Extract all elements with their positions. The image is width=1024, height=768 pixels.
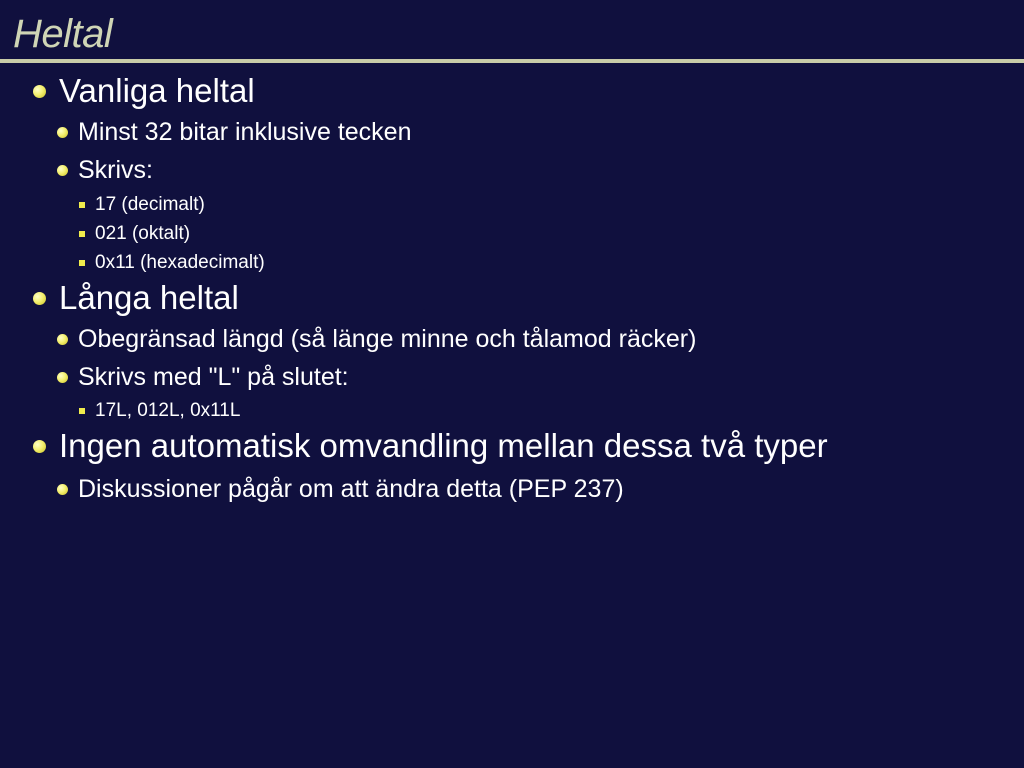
round-bullet-icon <box>57 127 68 138</box>
round-bullet-icon <box>33 85 46 98</box>
bullet-level1 <box>33 279 239 317</box>
round-bullet-icon <box>57 334 68 345</box>
bullet-text: 17 (decimalt) <box>95 194 205 215</box>
bullet-text: Minst 32 bitar inklusive tecken <box>78 118 412 146</box>
square-bullet-icon <box>79 260 85 266</box>
round-bullet-icon <box>33 292 46 305</box>
round-bullet-icon <box>57 484 68 495</box>
bullet-text: Långa heltal <box>59 279 239 316</box>
slide-title: Heltal <box>13 12 113 56</box>
bullet-text: Skrivs med "L" på slutet: <box>78 363 349 391</box>
bullet-text: Obegränsad längd (så länge minne och tålamod räcker) <box>78 325 697 353</box>
title-divider <box>0 59 1024 63</box>
bullet-level1 <box>33 427 828 465</box>
bullet-level3 <box>79 223 190 245</box>
bullet-text: Diskussioner pågår om att ändra detta (PEP 237) <box>78 475 624 503</box>
bullet-level2 <box>57 118 411 147</box>
bullet-level1 <box>33 72 255 110</box>
bullet-level2 <box>57 363 349 392</box>
bullet-level2 <box>57 156 153 185</box>
square-bullet-icon <box>79 231 85 237</box>
bullet-text: Vanliga heltal <box>59 72 255 109</box>
bullet-text: Ingen automatisk omvandling mellan dessa två typer <box>59 427 828 464</box>
bullet-text: 0x11 (hexadecimalt) <box>95 252 265 273</box>
square-bullet-icon <box>79 408 85 414</box>
bullet-text: 021 (oktalt) <box>95 223 191 244</box>
round-bullet-icon <box>33 440 46 453</box>
round-bullet-icon <box>57 165 68 176</box>
bullet-level3 <box>79 194 205 216</box>
bullet-level3 <box>79 400 240 422</box>
bullet-level2 <box>57 325 696 354</box>
square-bullet-icon <box>79 202 85 208</box>
bullet-text: 17L, 012L, 0x11L <box>95 400 241 421</box>
bullet-level3 <box>79 252 265 274</box>
round-bullet-icon <box>57 372 68 383</box>
bullet-text: Skrivs: <box>78 156 153 184</box>
bullet-level2 <box>57 475 624 504</box>
